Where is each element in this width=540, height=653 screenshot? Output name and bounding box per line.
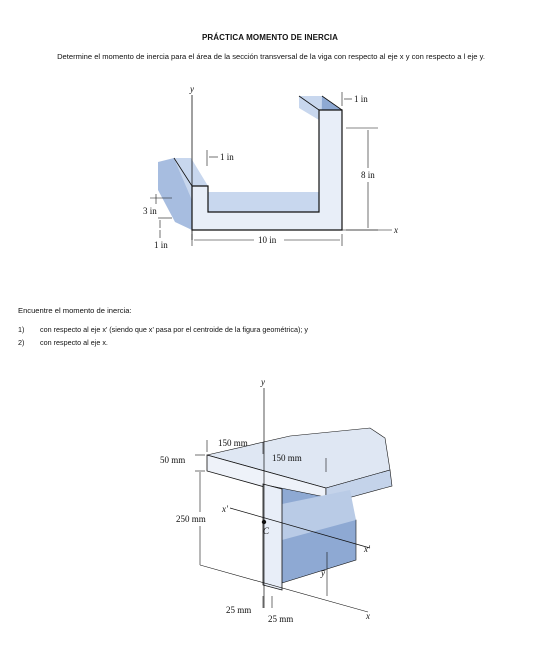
dim-8in: 8 in bbox=[361, 170, 375, 180]
centroid-point bbox=[262, 520, 266, 524]
dim-3in: 3 in bbox=[143, 206, 157, 216]
dim-150-left: 150 mm bbox=[218, 438, 248, 448]
centroid-label: C bbox=[263, 526, 270, 536]
dim-25-left: 25 mm bbox=[226, 605, 252, 615]
x-axis-label: x bbox=[366, 611, 370, 621]
web-front-face bbox=[263, 484, 282, 590]
t-beam-figure bbox=[0, 370, 540, 640]
dim-25-right: 25 mm bbox=[268, 614, 294, 624]
dim-1in-top: 1 in bbox=[354, 94, 368, 104]
y-axis-label: y bbox=[190, 84, 194, 94]
dim-1in-mid: 1 in bbox=[220, 152, 234, 162]
xp-axis-label-right: x′ bbox=[364, 544, 370, 554]
channel-outline bbox=[192, 110, 342, 230]
y-axis-label: y bbox=[261, 377, 265, 387]
section-heading: Encuentre el momento de inercia: bbox=[18, 306, 132, 315]
x-axis-label: x bbox=[394, 225, 398, 235]
dim-1in-bottom: 1 in bbox=[154, 240, 168, 250]
problem-statement: Determine el momento de inercia para el área de la sección transversal de la viga con respecto al eje x y con respecto a l eje y. bbox=[57, 52, 485, 61]
dim-150-right: 150 mm bbox=[272, 453, 302, 463]
list-item: 1) con respecto al eje x’ (siendo que x’ pasa por el centroide de la figura geométrica); y bbox=[18, 325, 308, 334]
dim-50mm: 50 mm bbox=[160, 455, 186, 465]
xp-axis-label-left: x′ bbox=[222, 504, 228, 514]
question-list bbox=[18, 324, 308, 349]
page-title: PRÁCTICA MOMENTO DE INERCIA bbox=[201, 33, 339, 42]
list-item: 2) con respecto al eje x. bbox=[18, 337, 108, 347]
dim-10in: 10 in bbox=[258, 235, 277, 245]
dim-250mm: 250 mm bbox=[176, 514, 206, 524]
channel-section-figure bbox=[0, 80, 540, 260]
ybar-label: y̅ bbox=[321, 568, 325, 578]
